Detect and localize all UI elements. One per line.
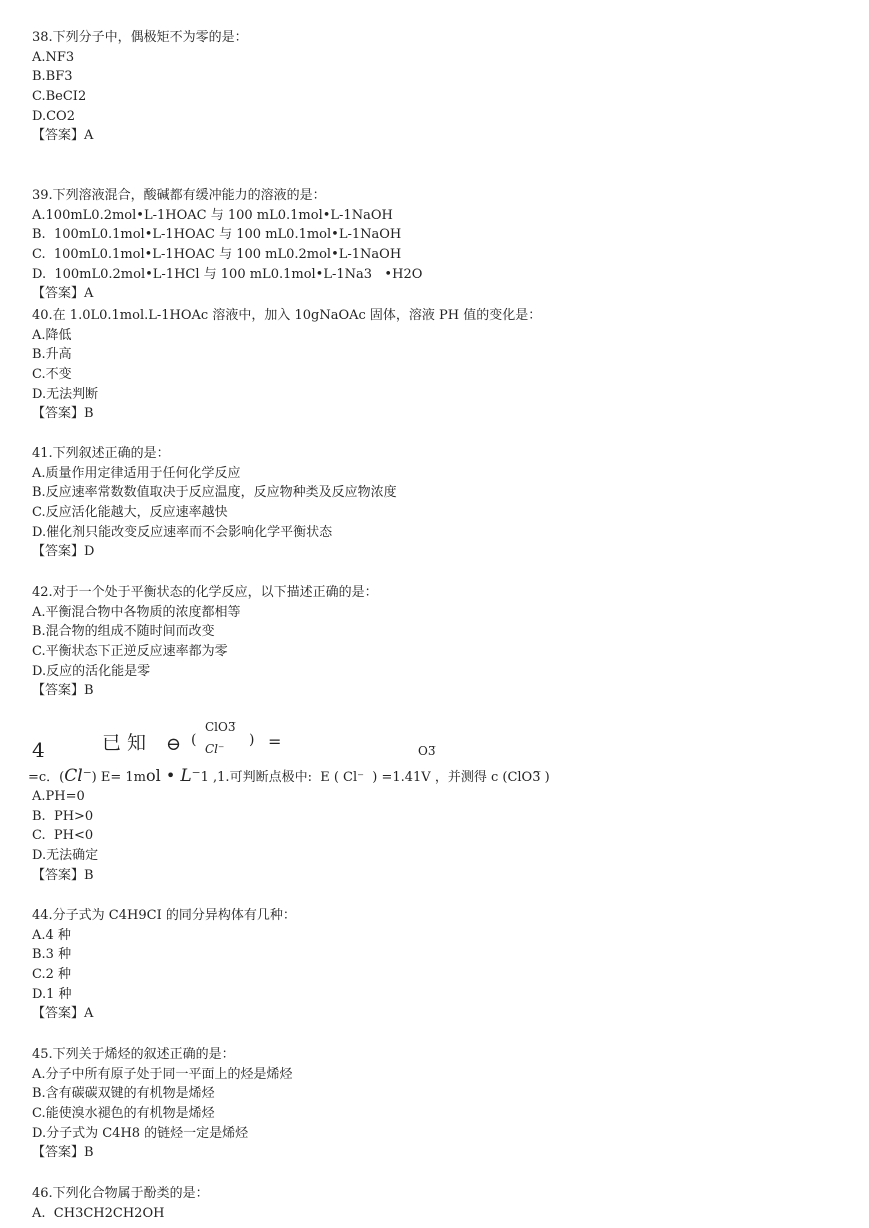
option-b: B.升高 (32, 347, 72, 363)
option-c: C.2 种 (32, 967, 72, 983)
known-label: 已知 (102, 732, 153, 754)
option-c: C.BeCI2 (32, 89, 87, 105)
option-d: D.催化剂只能改变反应速率而不会影响化学平衡状态 (32, 524, 333, 540)
question-41 (32, 444, 852, 562)
option-a: A.PH=0 (32, 789, 85, 804)
option-d: D. 100mL0.2mol•L-1HCl 与 100 mL0.1mol•L-1Na3 •H2O (32, 266, 423, 282)
question-46 (32, 1184, 852, 1223)
answer: 【答案】A (32, 286, 94, 302)
answer: 【答案】D (32, 544, 95, 560)
option-b: B. PH>0 (32, 808, 94, 824)
standard-state-symbol: ⊖ (166, 734, 182, 755)
question-number: 4 (32, 738, 45, 762)
question-stem: 39.下列溶液混合，酸碱都有缓冲能力的溶液的是： (32, 188, 326, 203)
option-a: A.4 种 (32, 927, 71, 943)
option-b: B.3 种 (32, 947, 72, 963)
option-d: D.1 种 (32, 986, 72, 1002)
option-c: C.不变 (32, 367, 72, 383)
question-stem: 46.下列化合物属于酚类的是： (32, 1186, 209, 1201)
formula-rest: 1 ,1.可判断点极中: E ( Cl⁻ ) =1.41V ，并测得 c (ClO3̅ ) (200, 770, 550, 785)
option-a: A.质量作用定律适用于任何化学反应 (32, 465, 241, 481)
liter-italic: L⁻ (180, 766, 201, 786)
answer: 【答案】A (32, 128, 94, 144)
question-43-formula-line (28, 766, 550, 786)
answer: 【答案】B (32, 867, 94, 883)
option-d: D.CO2 (32, 108, 75, 124)
formula-superscript: O3̅ (418, 744, 436, 758)
question-43-options (32, 787, 852, 885)
option-a: A. CH3CH2CH2OH (32, 1205, 165, 1221)
option-c: C.反应活化能越大，反应速率越快 (32, 505, 228, 521)
option-a: A.降低 (32, 327, 72, 343)
answer: 【答案】B (32, 683, 94, 699)
fraction-denominator: Cl⁻ (205, 742, 225, 756)
question-44 (32, 906, 852, 1024)
formula-ol: ol • (146, 766, 181, 785)
option-b: B.混合物的组成不随时间而改变 (32, 624, 215, 640)
option-a: A.平衡混合物中各物质的浓度都相等 (32, 604, 241, 620)
option-d: D.无法确定 (32, 848, 99, 864)
question-stem: 42.对于一个处于平衡状态的化学反应，以下描述正确的是： (32, 585, 378, 600)
option-b: B.含有碳碳双键的有机物是烯烃 (32, 1086, 215, 1102)
question-stem: 40.在 1.0L0.1mol.L-1HOAc 溶液中，加入 10gNaOAc 固体，溶液 PH 值的变化是： (32, 308, 542, 323)
question-42 (32, 583, 852, 701)
option-a: A.100mL0.2mol•L-1HOAC 与 100 mL0.1mol•L-1NaOH (32, 207, 393, 223)
answer: 【答案】B (32, 1145, 94, 1161)
answer: 【答案】A (32, 1006, 94, 1022)
option-c: C.能使溴水褪色的有机物是烯烃 (32, 1106, 215, 1122)
question-38 (32, 28, 852, 146)
formula-mid: ) E= 1m (91, 770, 146, 785)
question-stem: 45.下列关于烯烃的叙述正确的是： (32, 1047, 235, 1062)
option-d: D.无法判断 (32, 386, 99, 402)
option-a: A.NF3 (32, 49, 75, 65)
option-a: A.分子中所有原子处于同一平面上的烃是烯烃 (32, 1066, 293, 1082)
option-d: D.分子式为 C4H8 的链烃一定是烯烃 (32, 1125, 249, 1141)
question-stem: 44.分子式为 C4H9CI 的同分异构体有几种： (32, 908, 296, 923)
fraction-numerator: ClO3̅ (205, 720, 236, 734)
question-stem: 38.下列分子中，偶极矩不为零的是： (32, 30, 248, 45)
option-b: B.反应速率常数数值取决于反应温度，反应物种类及反应物浓度 (32, 485, 397, 501)
option-b: B. 100mL0.1mol•L-1HOAC 与 100 mL0.1mol•L-1NaOH (32, 227, 402, 243)
question-stem: 41.下列叙述正确的是： (32, 446, 170, 461)
option-d: D.反应的活化能是零 (32, 663, 151, 679)
option-c: C.平衡状态下正逆反应速率都为零 (32, 644, 228, 660)
right-paren: ) (249, 732, 255, 748)
question-45 (32, 1045, 852, 1163)
answer: 【答案】B (32, 406, 94, 422)
formula-start: =c．( (28, 770, 65, 785)
question-40 (32, 306, 852, 424)
chloride-italic: Cl⁻ (64, 766, 92, 786)
option-c: C. PH<0 (32, 828, 94, 844)
left-paren: ( (191, 732, 197, 748)
option-c: C. 100mL0.1mol•L-1HOAC 与 100 mL0.2mol•L-1NaOH (32, 247, 402, 263)
question-43-header (28, 716, 858, 786)
question-39 (32, 186, 852, 304)
option-b: B.BF3 (32, 69, 73, 85)
equals-sign: = (268, 732, 282, 751)
